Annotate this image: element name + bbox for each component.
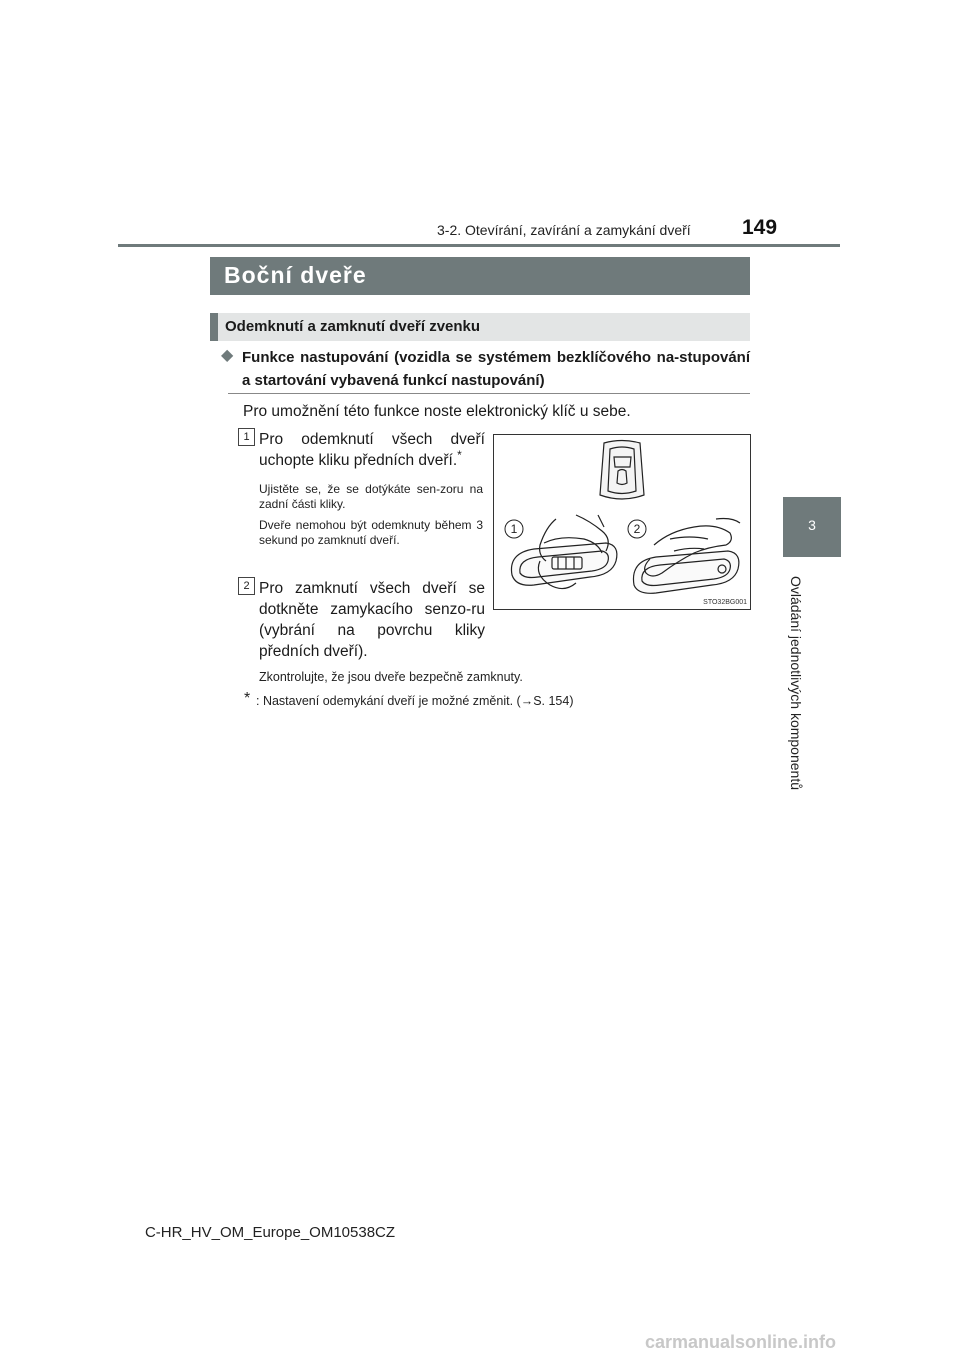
footnote-marker: *: [457, 447, 462, 462]
header-section-title: 3-2. Otevírání, zavírání a zamykání dveří: [437, 222, 691, 238]
svg-text:2: 2: [633, 522, 641, 536]
chapter-tab-number: 3: [808, 517, 816, 533]
intro-text: Pro umožnění této funkce noste elektronický klíč u sebe.: [243, 403, 631, 420]
figure-label-1: [505, 520, 523, 538]
feature-divider: [228, 393, 750, 394]
watermark: carmanualsonline.info: [645, 1332, 837, 1352]
confirm-note: Zkontrolujte, že jsou dveře bezpečně zamknuty.: [259, 670, 523, 684]
figure-code: STO32BG001: [703, 599, 747, 606]
step-1-text: [259, 429, 485, 471]
door-handle-icon: [511, 543, 616, 585]
footnote-star: *: [244, 690, 251, 707]
figure-label-2: [628, 520, 646, 538]
step-1-note-1: Ujistěte se, že se dotýkáte sen-zoru na zadní části kliky.: [259, 482, 483, 511]
footnote-text: : Nastavení odemykání dveří je možné změnit. (→S. 154): [256, 694, 574, 708]
diamond-bullet-icon: ◆: [221, 347, 234, 364]
sidebar-chapter-title: Ovládání jednotlivých komponentů: [788, 575, 804, 791]
step-1-note-2: Dveře nemohou být odemknuty během 3 sekund po zamknutí dveří.: [259, 518, 483, 547]
footer-document-id: C-HR_HV_OM_Europe_OM10538CZ: [144, 1224, 396, 1241]
step-1-body: Pro odemknutí všech dveří uchopte kliku předních dveří.: [259, 431, 485, 469]
feature-heading: Funkce nastupování (vozidla se systémem bezklíčového na-stupování a startování vybavená funkcí nastupování): [242, 349, 750, 389]
illustration-drawing: [494, 435, 750, 609]
smart-key-icon: [600, 441, 644, 500]
step-2-text: Pro zamknutí všech dveří se dotkněte zamykacího senzo-ru (vybrání na povrchu kliky předních dveří).: [259, 580, 485, 660]
subsection-accent: [210, 313, 218, 341]
step-number-2: 2: [238, 577, 255, 595]
section-title: Boční dveře: [224, 262, 367, 288]
svg-text:1: 1: [510, 522, 518, 536]
step-number-1: 1: [238, 428, 255, 446]
header-rule: [118, 244, 840, 247]
page-number: 149: [742, 216, 778, 239]
illustration-door-handles: [493, 434, 751, 610]
subsection-title: Odemknutí a zamknutí dveří zvenku: [225, 318, 481, 335]
